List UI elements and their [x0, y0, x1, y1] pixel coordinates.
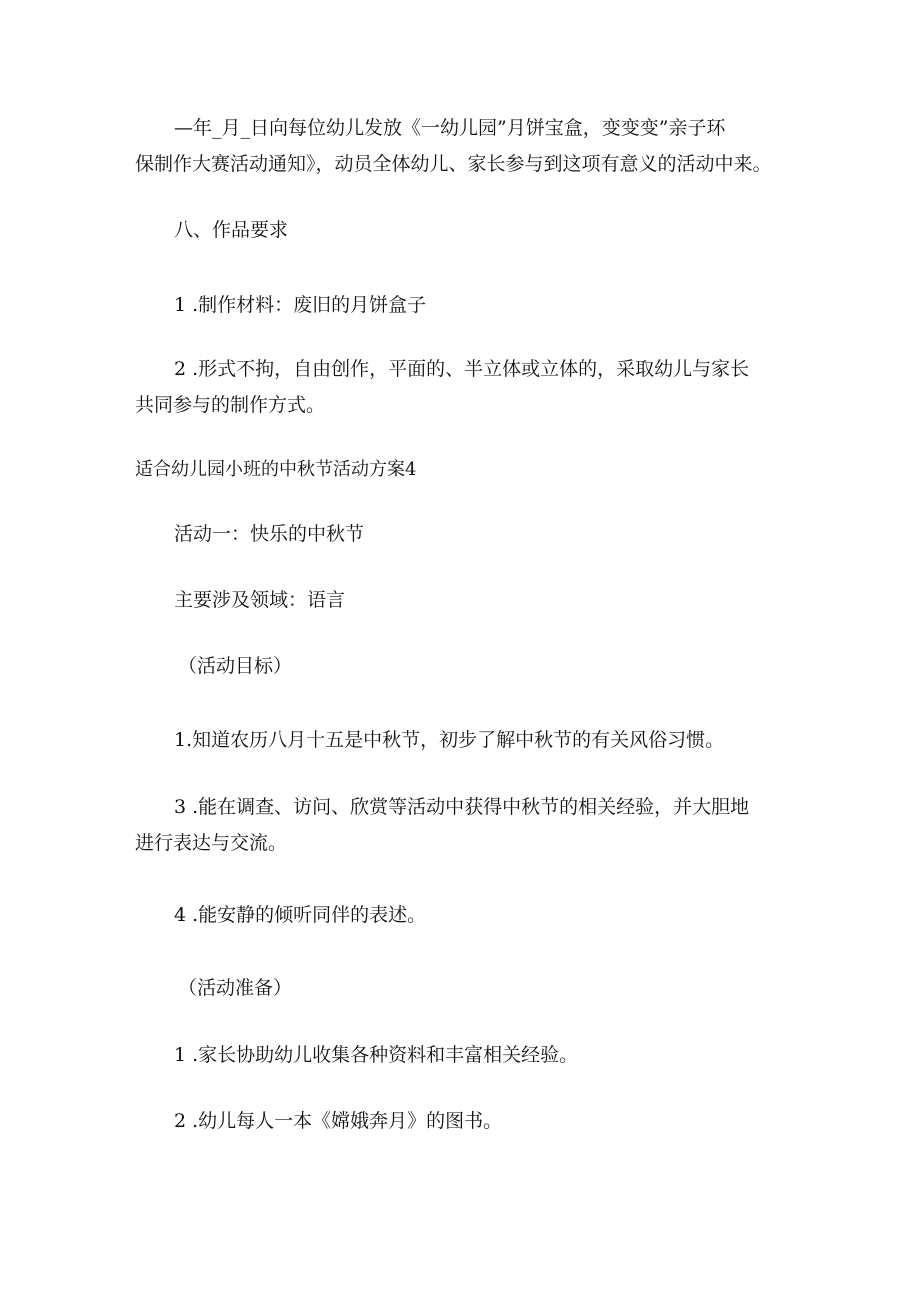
goal-item-3-line-2: 进行表达与交流。 [135, 832, 288, 854]
plan-title: 适合幼儿园小班的中秋节活动方案4 [135, 459, 417, 480]
activity-heading: 活动一：快乐的中秋节 [174, 523, 365, 545]
preparation-heading: （活动准备） [178, 977, 293, 999]
goal-item-4: 4 .能安静的倾听同伴的表述。 [174, 904, 427, 926]
requirement-item-2-line-1: 2 .形式不拘，自由创作，平面的、半立体或立体的，采取幼儿与家长 [174, 358, 750, 380]
goal-item-3-line-1: 3 .能在调查、访问、欣赏等活动中获得中秋节的相关经验，并大胆地 [174, 796, 750, 818]
requirement-item-1: 1 .制作材料：废旧的月饼盒子 [174, 294, 427, 316]
preparation-item-2: 2 .幼儿每人一本《嫦娥奔月》的图书。 [174, 1110, 503, 1132]
goals-heading: （活动目标） [178, 655, 293, 677]
preparation-item-1: 1 .家长协助幼儿收集各种资料和丰富相关经验。 [174, 1044, 579, 1066]
requirement-item-2-line-2: 共同参与的制作方式。 [135, 394, 326, 416]
intro-paragraph-line-2: 保制作大赛活动通知》，动员全体幼儿、家长参与到这项有意义的活动中来。 [135, 153, 772, 175]
intro-paragraph-line-1: —年_月_日向每位幼儿发放《一幼儿园”月饼宝盒，变变变”亲子环 [174, 117, 726, 139]
goal-item-1: 1.知道农历八月十五是中秋节，初步了解中秋节的有关风俗习惯。 [174, 729, 725, 751]
domain-line: 主要涉及领域：语言 [174, 589, 346, 611]
section-heading-requirements: 八、作品要求 [174, 219, 289, 241]
